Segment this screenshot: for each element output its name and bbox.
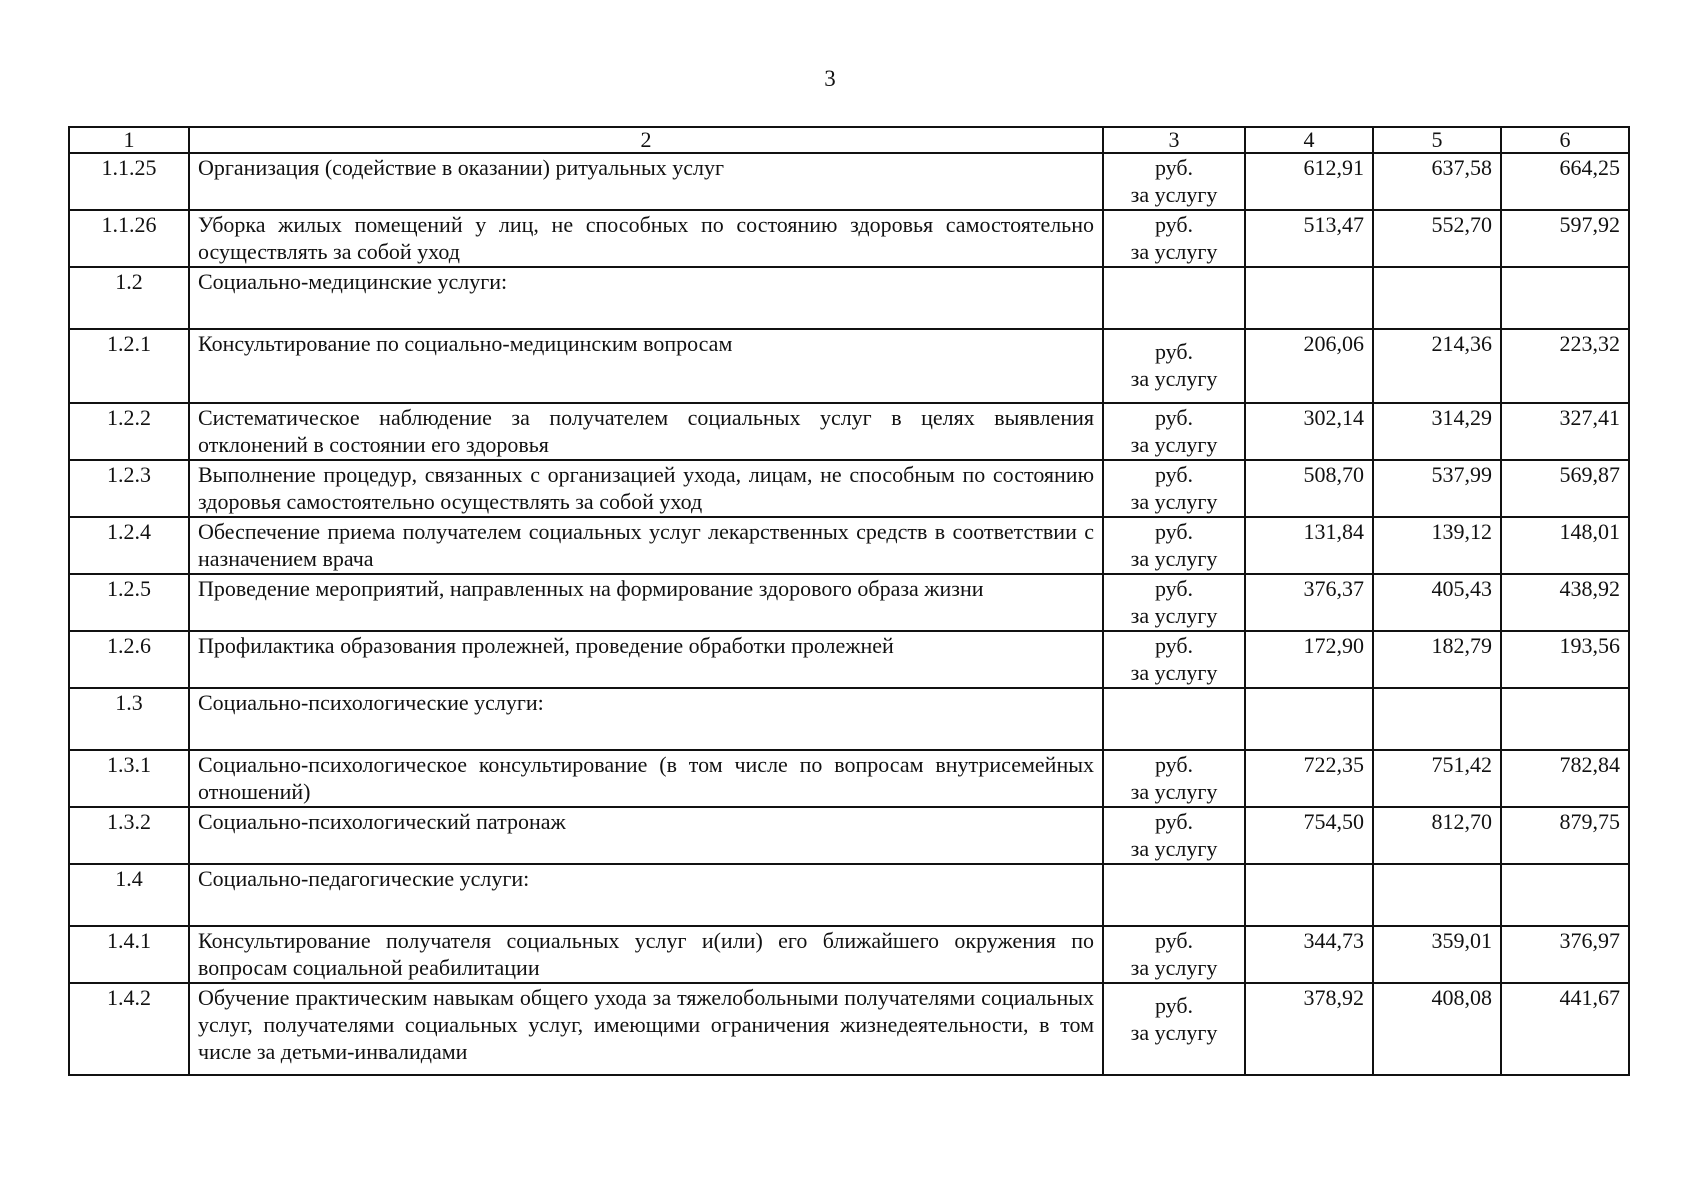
row-value-4: 344,73 (1245, 926, 1373, 983)
row-value-4: 612,91 (1245, 153, 1373, 210)
row-value-5: 812,70 (1373, 807, 1501, 864)
row-value-6: 441,67 (1501, 983, 1629, 1075)
row-code: 1.4 (69, 864, 189, 926)
row-unit (1103, 688, 1245, 750)
unit-currency: руб. (1154, 576, 1194, 601)
section-row (69, 267, 1629, 329)
row-unit (1103, 329, 1245, 403)
row-name: Социально-медицинские услуги: (189, 267, 1103, 329)
row-value-5: 139,12 (1373, 517, 1501, 574)
row-value-4 (1245, 267, 1373, 329)
row-value-6: 664,25 (1501, 153, 1629, 210)
row-code: 1.4.2 (69, 983, 189, 1075)
unit-currency: руб. (1154, 928, 1194, 953)
header-cell-2: 2 (189, 127, 1103, 153)
unit-per-service: за услугу (1130, 366, 1218, 391)
row-value-5: 314,29 (1373, 403, 1501, 460)
row-code: 1.3 (69, 688, 189, 750)
row-unit (1103, 864, 1245, 926)
row-value-4: 172,90 (1245, 631, 1373, 688)
row-value-4: 513,47 (1245, 210, 1373, 267)
row-value-4: 206,06 (1245, 329, 1373, 403)
row-code: 1.2.6 (69, 631, 189, 688)
row-value-6: 376,97 (1501, 926, 1629, 983)
row-value-4 (1245, 864, 1373, 926)
header-cell-5: 5 (1373, 127, 1501, 153)
row-value-5: 359,01 (1373, 926, 1501, 983)
table-row (69, 983, 1629, 1075)
row-value-6: 597,92 (1501, 210, 1629, 267)
row-value-4: 302,14 (1245, 403, 1373, 460)
unit-currency: руб. (1154, 462, 1194, 487)
row-unit (1103, 267, 1245, 329)
row-value-5 (1373, 864, 1501, 926)
page-number: 3 (824, 66, 836, 91)
row-value-4: 376,37 (1245, 574, 1373, 631)
header-row (69, 127, 1629, 153)
table-body (69, 153, 1629, 1075)
row-code: 1.1.26 (69, 210, 189, 267)
table-row (69, 460, 1629, 517)
row-name: Уборка жилых помещений у лиц, не способных по состоянию здоровья самостоятельно осуществлять за собой уход (189, 210, 1103, 267)
table-row (69, 329, 1629, 403)
unit-currency: руб. (1154, 633, 1194, 658)
row-code: 1.3.1 (69, 750, 189, 807)
row-unit (1103, 750, 1245, 807)
row-value-6 (1501, 688, 1629, 750)
table-row (69, 750, 1629, 807)
row-name: Консультирование получателя социальных услуг и(или) его ближайшего окружения по вопросам социальной реабилитации (189, 926, 1103, 983)
row-value-4 (1245, 688, 1373, 750)
row-value-4: 131,84 (1245, 517, 1373, 574)
row-value-6: 879,75 (1501, 807, 1629, 864)
row-value-5: 751,42 (1373, 750, 1501, 807)
header-cell-4: 4 (1245, 127, 1373, 153)
row-value-5 (1373, 688, 1501, 750)
table-row (69, 210, 1629, 267)
row-value-5 (1373, 267, 1501, 329)
row-value-4: 508,70 (1245, 460, 1373, 517)
row-name: Социально-психологические услуги: (189, 688, 1103, 750)
table-row (69, 631, 1629, 688)
unit-per-service: за услугу (1130, 660, 1218, 685)
row-unit (1103, 403, 1245, 460)
row-name: Консультирование по социально-медицинским вопросам (189, 329, 1103, 403)
section-row (69, 688, 1629, 750)
unit-per-service: за услугу (1130, 489, 1218, 514)
unit-currency: руб. (1154, 155, 1194, 180)
unit-per-service: за услугу (1130, 182, 1218, 207)
row-value-6: 782,84 (1501, 750, 1629, 807)
row-name: Профилактика образования пролежней, проведение обработки пролежней (189, 631, 1103, 688)
row-value-4: 722,35 (1245, 750, 1373, 807)
row-unit (1103, 517, 1245, 574)
unit-currency: руб. (1154, 339, 1194, 364)
unit-per-service: за услугу (1130, 836, 1218, 861)
header-cell-6: 6 (1501, 127, 1629, 153)
row-value-6: 193,56 (1501, 631, 1629, 688)
header-cell-3: 3 (1103, 127, 1245, 153)
row-name: Социально-педагогические услуги: (189, 864, 1103, 926)
row-unit (1103, 153, 1245, 210)
row-name: Систематическое наблюдение за получателем социальных услуг в целях выявления отклонений в состоянии его здоровья (189, 403, 1103, 460)
row-value-6: 223,32 (1501, 329, 1629, 403)
row-value-6: 327,41 (1501, 403, 1629, 460)
unit-per-service: за услугу (1130, 1020, 1218, 1045)
row-code: 1.2.2 (69, 403, 189, 460)
row-value-4: 378,92 (1245, 983, 1373, 1075)
unit-currency: руб. (1154, 752, 1194, 777)
row-value-5: 537,99 (1373, 460, 1501, 517)
row-value-4: 754,50 (1245, 807, 1373, 864)
unit-per-service: за услугу (1130, 239, 1218, 264)
unit-per-service: за услугу (1130, 603, 1218, 628)
unit-per-service: за услугу (1130, 955, 1218, 980)
table-row (69, 153, 1629, 210)
unit-per-service: за услугу (1130, 546, 1218, 571)
row-value-5: 405,43 (1373, 574, 1501, 631)
row-unit (1103, 574, 1245, 631)
row-value-6: 148,01 (1501, 517, 1629, 574)
table-header (69, 127, 1629, 153)
unit-currency: руб. (1154, 519, 1194, 544)
unit-per-service: за услугу (1130, 432, 1218, 457)
row-value-5: 214,36 (1373, 329, 1501, 403)
table-row (69, 807, 1629, 864)
unit-currency: руб. (1154, 809, 1194, 834)
table-row (69, 926, 1629, 983)
header-cell-1: 1 (69, 127, 189, 153)
row-unit (1103, 807, 1245, 864)
row-code: 1.2.5 (69, 574, 189, 631)
table-row (69, 574, 1629, 631)
row-value-6 (1501, 267, 1629, 329)
row-value-5: 637,58 (1373, 153, 1501, 210)
unit-currency: руб. (1154, 212, 1194, 237)
row-unit (1103, 210, 1245, 267)
row-value-6 (1501, 864, 1629, 926)
row-name: Обучение практическим навыкам общего ухода за тяжелобольными получателями социальных услуг, получателями социальных услуг, имеющими ограничения жизнедеятельности, в том числе за детьми-инвалидами (189, 983, 1103, 1075)
row-name: Социально-психологическое консультирование (в том числе по вопросам внутрисемейных отношений) (189, 750, 1103, 807)
unit-currency: руб. (1154, 993, 1194, 1018)
price-table (68, 126, 1630, 1076)
row-name: Социально-психологический патронаж (189, 807, 1103, 864)
table-row (69, 517, 1629, 574)
row-unit (1103, 926, 1245, 983)
row-code: 1.2.1 (69, 329, 189, 403)
row-code: 1.2.3 (69, 460, 189, 517)
row-name: Проведение мероприятий, направленных на формирование здорового образа жизни (189, 574, 1103, 631)
row-code: 1.3.2 (69, 807, 189, 864)
row-name: Выполнение процедур, связанных с организацией ухода, лицам, не способным по состоянию здоровья самостоятельно осуществлять за собой уход (189, 460, 1103, 517)
row-value-5: 182,79 (1373, 631, 1501, 688)
unit-currency: руб. (1154, 405, 1194, 430)
unit-per-service: за услугу (1130, 779, 1218, 804)
row-name: Обеспечение приема получателем социальных услуг лекарственных средств в соответствии с назначением врача (189, 517, 1103, 574)
row-code: 1.2.4 (69, 517, 189, 574)
row-name: Организация (содействие в оказании) ритуальных услуг (189, 153, 1103, 210)
row-unit (1103, 983, 1245, 1075)
row-value-5: 408,08 (1373, 983, 1501, 1075)
row-unit (1103, 460, 1245, 517)
table-row (69, 403, 1629, 460)
row-code: 1.2 (69, 267, 189, 329)
row-code: 1.4.1 (69, 926, 189, 983)
row-value-5: 552,70 (1373, 210, 1501, 267)
row-unit (1103, 631, 1245, 688)
section-row (69, 864, 1629, 926)
row-value-6: 438,92 (1501, 574, 1629, 631)
row-value-6: 569,87 (1501, 460, 1629, 517)
row-code: 1.1.25 (69, 153, 189, 210)
